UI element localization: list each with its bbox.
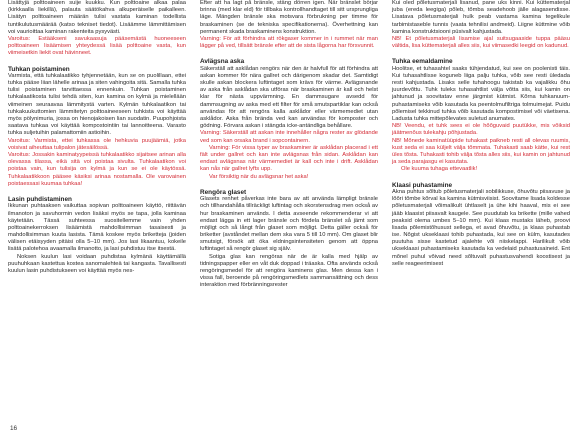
section-heading-ash-removal: Tuhkan poistaminen xyxy=(8,65,70,73)
warning-text: NB! Et põletusmaterjali lisamise ajal suitsugaaside tuppa pääsu vältida, lisa küttematerjali alles siis, kui viimasedki leegid on kadunud. xyxy=(392,35,570,50)
paragraph: Efter att ha lagt på bränsle, stäng dörren igen. När bränslet börjar brinna (med klar eld) för tillbaka kontrollhandtaget till sitt ursprungliga läge. Mängden bränsle ska motsvara förbrukning per timme för braskaminen (se de tekniska specifikationerna). Överhettning kan permanent skada braskaminens konstruktion. xyxy=(200,0,378,35)
paragraph: Glasets renhet påverkas inte bara av att använda lämpligt bränsle och tillhandahålla tillräckligt luftintag och skorstensdrag men också av hur braskaminen används. I detta avseende rekommenderar vi att endast lägga in ett lager bränsle och fördela bränslet så jämt som möjligt och så långt från glaset som möjligt. Detta gäller också för briketter (avståndet mellan dem ska vara 5 till 10 mm). Om glaset blir smutsigt, försök att öka eldningsintensiteten genom att öppna luftintaget så rengör glaset sig själv. xyxy=(200,196,378,253)
paragraph: Noksen kuulun lasi voidaan puhdistaa kylmänä käyttämällä puuhuhkaan kastettua kostea sanomalehteä tai kangasta. Tavallisesti kuulun lasin puhdistukseen voi käyttää myös nes- xyxy=(8,253,186,274)
warning-text: Var försiktig när du avlägsnar het aska! xyxy=(209,173,309,180)
paragraph: Ikkunan puhtaaksen vaikuttaa sopivan polttoaineen käyttö, riittävän ilmanoton ja savuhormin vedon lisäksi myös se tapa, jolla kaminaa käytetään. Tässä suhteessa suositellemme vain yhden polttoainekerroksen lisäämistä mahdollisimman tasaisesti ja mahdollisimman kuuta lasista. Tämä koskee myös briketteja (joiden välisen etäisyyden pitäisi olla 5–10 mm). Jos lasi likaantuu, kokeile lisätä palotehoa avaamalla ilmanotto, ja lasi puhdistuu itse itsestä. xyxy=(8,203,186,253)
paragraph: Hoolitse, et tuhasahtel saaks tühjendatud, kui see on poolenisti täis. Kui tuhasahtlisse koguneb liiga palju tuhka, võib see resti üledada resti kahjustada. Lisaks selle tuhahoogu takistab ka vajalikku õhu juurdevõttu. Tuhk tuleks tuhasahtlist välja võtta siis, kui kamin on jahtunud ja soovitatav enne järgmist kütmist. Kõrna tuhkanuum-puhastamiseks võib kasutada ka peentolmufiltriga tolmuimejat. Puidu põlemisel tekkinud tuhka võib kasutada kompostimisel või väetisena. Ladusta tuhka mittepõlevates suletud anumates. xyxy=(392,65,570,123)
warning-text: Varning: För att förhindra att rökgaser kommer in i rummet när man lägger på ved, tillsätt bränsle efter att de sista lågorna har försvunnit. xyxy=(200,35,378,50)
warning-text: Varoitus: Estääkseni savukaasuja pääsemästä huoneeseen polttoaineen lisäämisen yhteydessä lisää polttoaine vasta, kun viimeisetkin liekit ovat hävinneet. xyxy=(8,35,186,57)
section-heading-ash-removal: Avlägsna aska xyxy=(200,58,245,66)
warning-text: NB! Veendu, et tuhk sees ei ole hõõguvaid puutükke, mis võiksid jäätmenõus tulekahju põhjustada. xyxy=(392,123,570,137)
warning-text: Varning: För vissa typer av braskaminer är asklådan placerad i ett fält under gallret och kan inte avlägsnas från sidan. Asklådan kan endast avlägsnas när värmemediet är kall och inte i drift. Asklådan kan nås när gallret lyfts upp. xyxy=(200,144,378,173)
paragraph: Varmista, että tuhkalaatikko tyhjennetään, kun se on puolillaan, ettei tuhka pääse liian lähelle arinaa ja siten vahingoita sitä. Samalla tuhka tulisi poistaminen tarvittaessa ennenkuin. Tuhkan poistaminen tuhkalaatikosta tulisi tehdä siten, kun kamina on kylmä ja mielellään viimeinen seuraavaa lämmitystä varten. Kylmän tuhkalaatikon tai tuhkakuukuttomien lämmitetyn polttoaineeseen tuhkista voi käyttää myös pölynimuria, jossa on hienojakoisen lian suodatin. Puupohjoista saatava tuhkaa voi käyttää kompostointiin tai lannoitteena. Varasto tuhka suljetuihin palamattomiin astioihin. xyxy=(8,72,186,137)
paragraph: Sotiga glas kan rengöras när de är kalla med hjälp av tidningspapper eller en våt duk doppad i träaska. Ofta används också rengöringsmedel för att rengöra kaminens glas. Men dessa kan i vissa fall, beroende på rengöringsmedlets sammansättning och dess interaktion med förbränningsrester xyxy=(200,253,378,289)
warning-text: NB! Mõnede kaminatüüpide tuhakast paikneb resti all olevas ruumis, kust seda ei saa küljelt välja tõmmata. Tuhakasti saab kätte, kui rest üles tõsta. Tuhakasti tohib välja tõsta alles siis, kui kamin on jahtunud ja seda parajasgu ei kasutata. xyxy=(392,137,570,166)
page-number: 16 xyxy=(10,425,18,432)
section-heading-glass-cleaning: Rengöra glaset xyxy=(200,188,247,196)
paragraph: Akna puhtus sõltub põletusmaterjali sobilikkuse, õhuvõtu piisavuse ja lõõri tõmbe kõrval ka kamina kütmisviisist. Soovitame lisada koldesse põletusmaterjali võimalikult ühtlaselt ja ühe kihi haaval, mis ei see jääb klaasist piisavalt kaugele. See puudutab ka brikette (mille vahed peaksid olema umbes 5–10 mm). Kui klaas mustaks läheb, proovi lisada põlemistõhusust sellega, et avad õhuvõtu, ja klaas puhastab ise. Nõgist ukseklaasi tohib puhastada, kui see on külm, kasutades puutuha sisse kastetud ajalehte või niiskelappi. Harilikult võib ukseklaasi puhastamiseks kasutada ka vedelaid puhastusaineid. Ent mõnel puhul võivad need sõltuvalt puhastusvahendi koostisest ja selle reageerimisest xyxy=(392,188,570,267)
paragraph: Lisättyjä polttoaineen suije kuukku. Kun polttoaine alkaa palaa (kirkkaalla liekillä), palauta säätökahva alkuperäiselle paikalleen. Lisätyn polttoaineen määrän tulisi vastata kaminan todellista tuntikulutusmäärää (katso tekniset tiedot). Lisäämme lämmittämisen voi vaurioittaa kaminan rakenteita pysyvästi. xyxy=(8,0,186,35)
warning-text: Ole kuuma tuhaga ettevaatlik! xyxy=(401,166,478,173)
column-finnish xyxy=(8,0,186,275)
warning-text: Varning: Säkerställ att askan inte innehåller några rester av glödande ved som kan orsaka brand i sopcontainern. xyxy=(200,130,378,144)
section-heading-ash-removal: Tuhka eemaldamine xyxy=(392,58,453,66)
paragraph: Säkerställ att asklådan rengörs när den är halvfull för att förhindra att askan kommer för nära gallret och därigenom skadar det. Samtidigt skulle askan blockera luftintaget som krävs för värme. Avlägsnande av aska från asklådan ska utföras när braskaminen är kall och helst klar för nästa uppvärmning. En dammsugare avsedd för dammsugning av aska med ett filter för små smutspartiklar kan också användas för att rengöra kalla asklådor eller värmemediet utan asklådor. Aska från brända ved kan användas för komposter och gödning. Förvara askan i stängda icke-antändliga behållare. xyxy=(200,65,378,130)
warning-text: Varoitus: Varmista, ettei tuhkassa ole hehkuvia puujäämiä, jotka voisivat aiheuttaa tulipalon jätesäilössä. xyxy=(8,137,186,151)
warning-text: Varoitus: Jossakin kaminatyypeissä tuhkalaatikko sijaitsee arinan alla olevassa tilassa, eikä sitä voi poistaa sivulta. Tuhkalaatikon voi poistaa vain, kun tulisija on kylmä ja kun se ei ole käytössä. Tuhkalaatikkoon pääsee käsiksi arinaa nostamalla. Ole varovainen poistaessasi kuumaa tuhkaa! xyxy=(8,151,186,187)
column-estonian xyxy=(392,0,570,268)
section-heading-glass-cleaning: Lasin puhdistaminen xyxy=(8,195,72,203)
section-heading-glass-cleaning: Klaasi puhastamine xyxy=(392,181,453,189)
column-swedish xyxy=(200,0,378,290)
paragraph: Kui oled põletusmaterjali lisanud, pane uks kinni. Kui küttematerjal juba (ereda leegiga) põleb, tõmba seadehoob jälle alagasendisse. Lisatava põletusmaterjali hulk peab vastama kamina tegelikule tarbimistaseble tunnis (vaata tehnilisi andmeid). Liigne küttmine võib kamina konstruktsiooni püsivalt kahjustada. xyxy=(392,0,570,35)
